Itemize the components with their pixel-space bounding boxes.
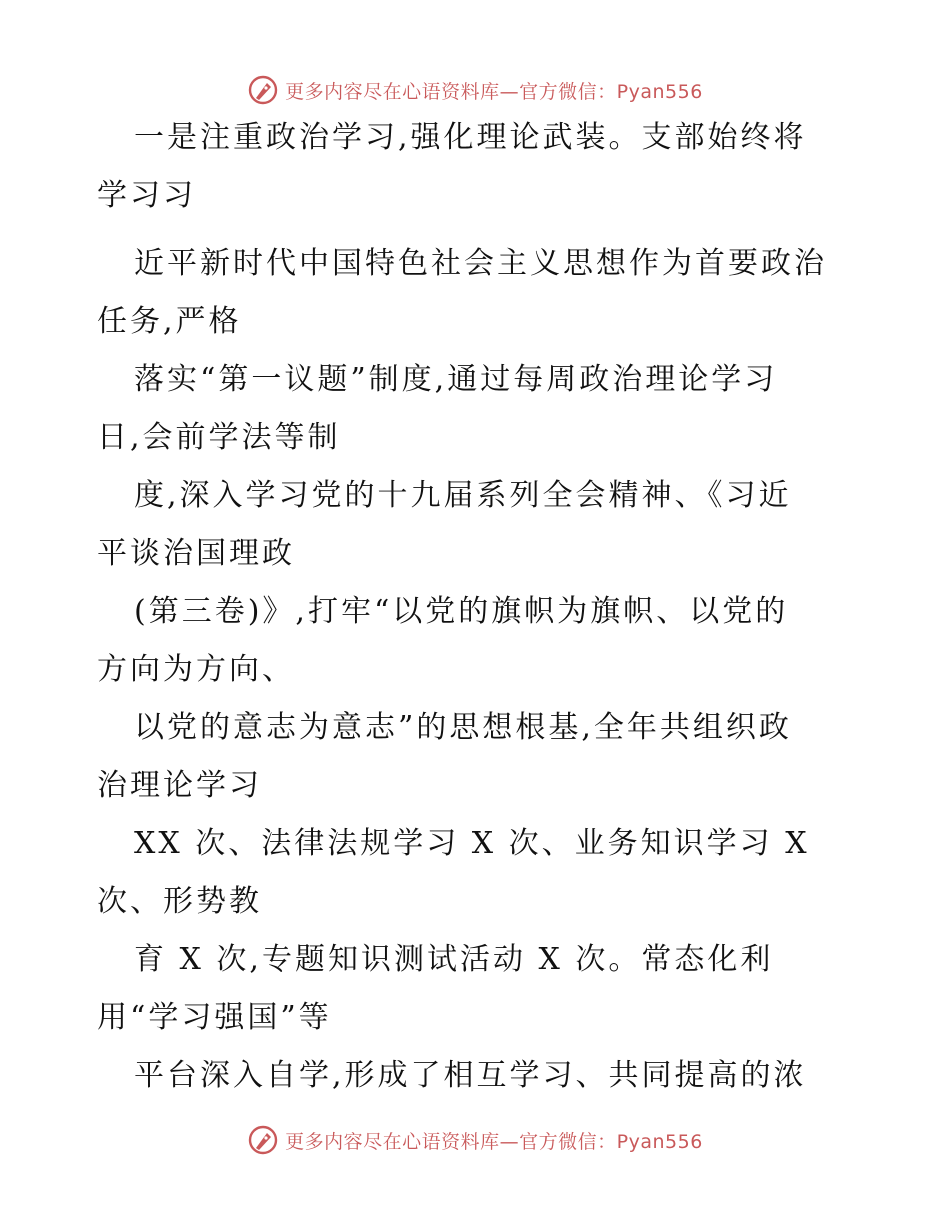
paragraph-line: 平谈治国理政 xyxy=(97,536,295,571)
paragraph-line: 育 X 次,专题知识测试活动 X 次。常态化利 xyxy=(134,942,774,977)
paragraph-line: XX 次、法律法规学习 X 次、业务知识学习 X xyxy=(134,826,810,861)
pen-nib-logo-icon xyxy=(247,1124,279,1156)
paragraph-line: 治理论学习 xyxy=(97,768,262,803)
paragraph-line: 近平新时代中国特色社会主义思想作为首要政治 xyxy=(134,246,827,281)
paragraph-line: 平台深入自学,形成了相互学习、共同提高的浓 xyxy=(134,1058,807,1093)
pen-nib-logo-icon xyxy=(247,74,279,106)
paragraph-line: 日,会前学法等制 xyxy=(97,420,341,455)
paragraph-line: 以党的意志为意志”的思想根基,全年共组织政 xyxy=(134,710,792,745)
paragraph-line: 度,深入学习党的十九届系列全会精神、《习近 xyxy=(134,478,792,513)
header-watermark xyxy=(0,70,950,110)
watermark-text: 更多内容尽在心语资料库—官方微信：Pyan556 xyxy=(285,80,703,103)
paragraph-line: 用“学习强国”等 xyxy=(97,1000,332,1035)
paragraph-line: 任务,严格 xyxy=(97,304,242,339)
watermark-text: 更多内容尽在心语资料库—官方微信：Pyan556 xyxy=(285,1130,703,1153)
paragraph-line: 方向为方向、 xyxy=(97,652,295,687)
paragraph-line: 学习习 xyxy=(97,178,196,213)
paragraph-line: 落实“第一议题”制度,通过每周政治理论学习 xyxy=(134,362,778,397)
paragraph-line: (第三卷)》,打牢“以党的旗帜为旗帜、以党的 xyxy=(134,594,789,629)
footer-watermark xyxy=(0,1120,950,1160)
paragraph-line: 次、形势教 xyxy=(97,884,262,919)
paragraph-line: 一是注重政治学习,强化理论武装。支部始终将 xyxy=(134,120,807,155)
